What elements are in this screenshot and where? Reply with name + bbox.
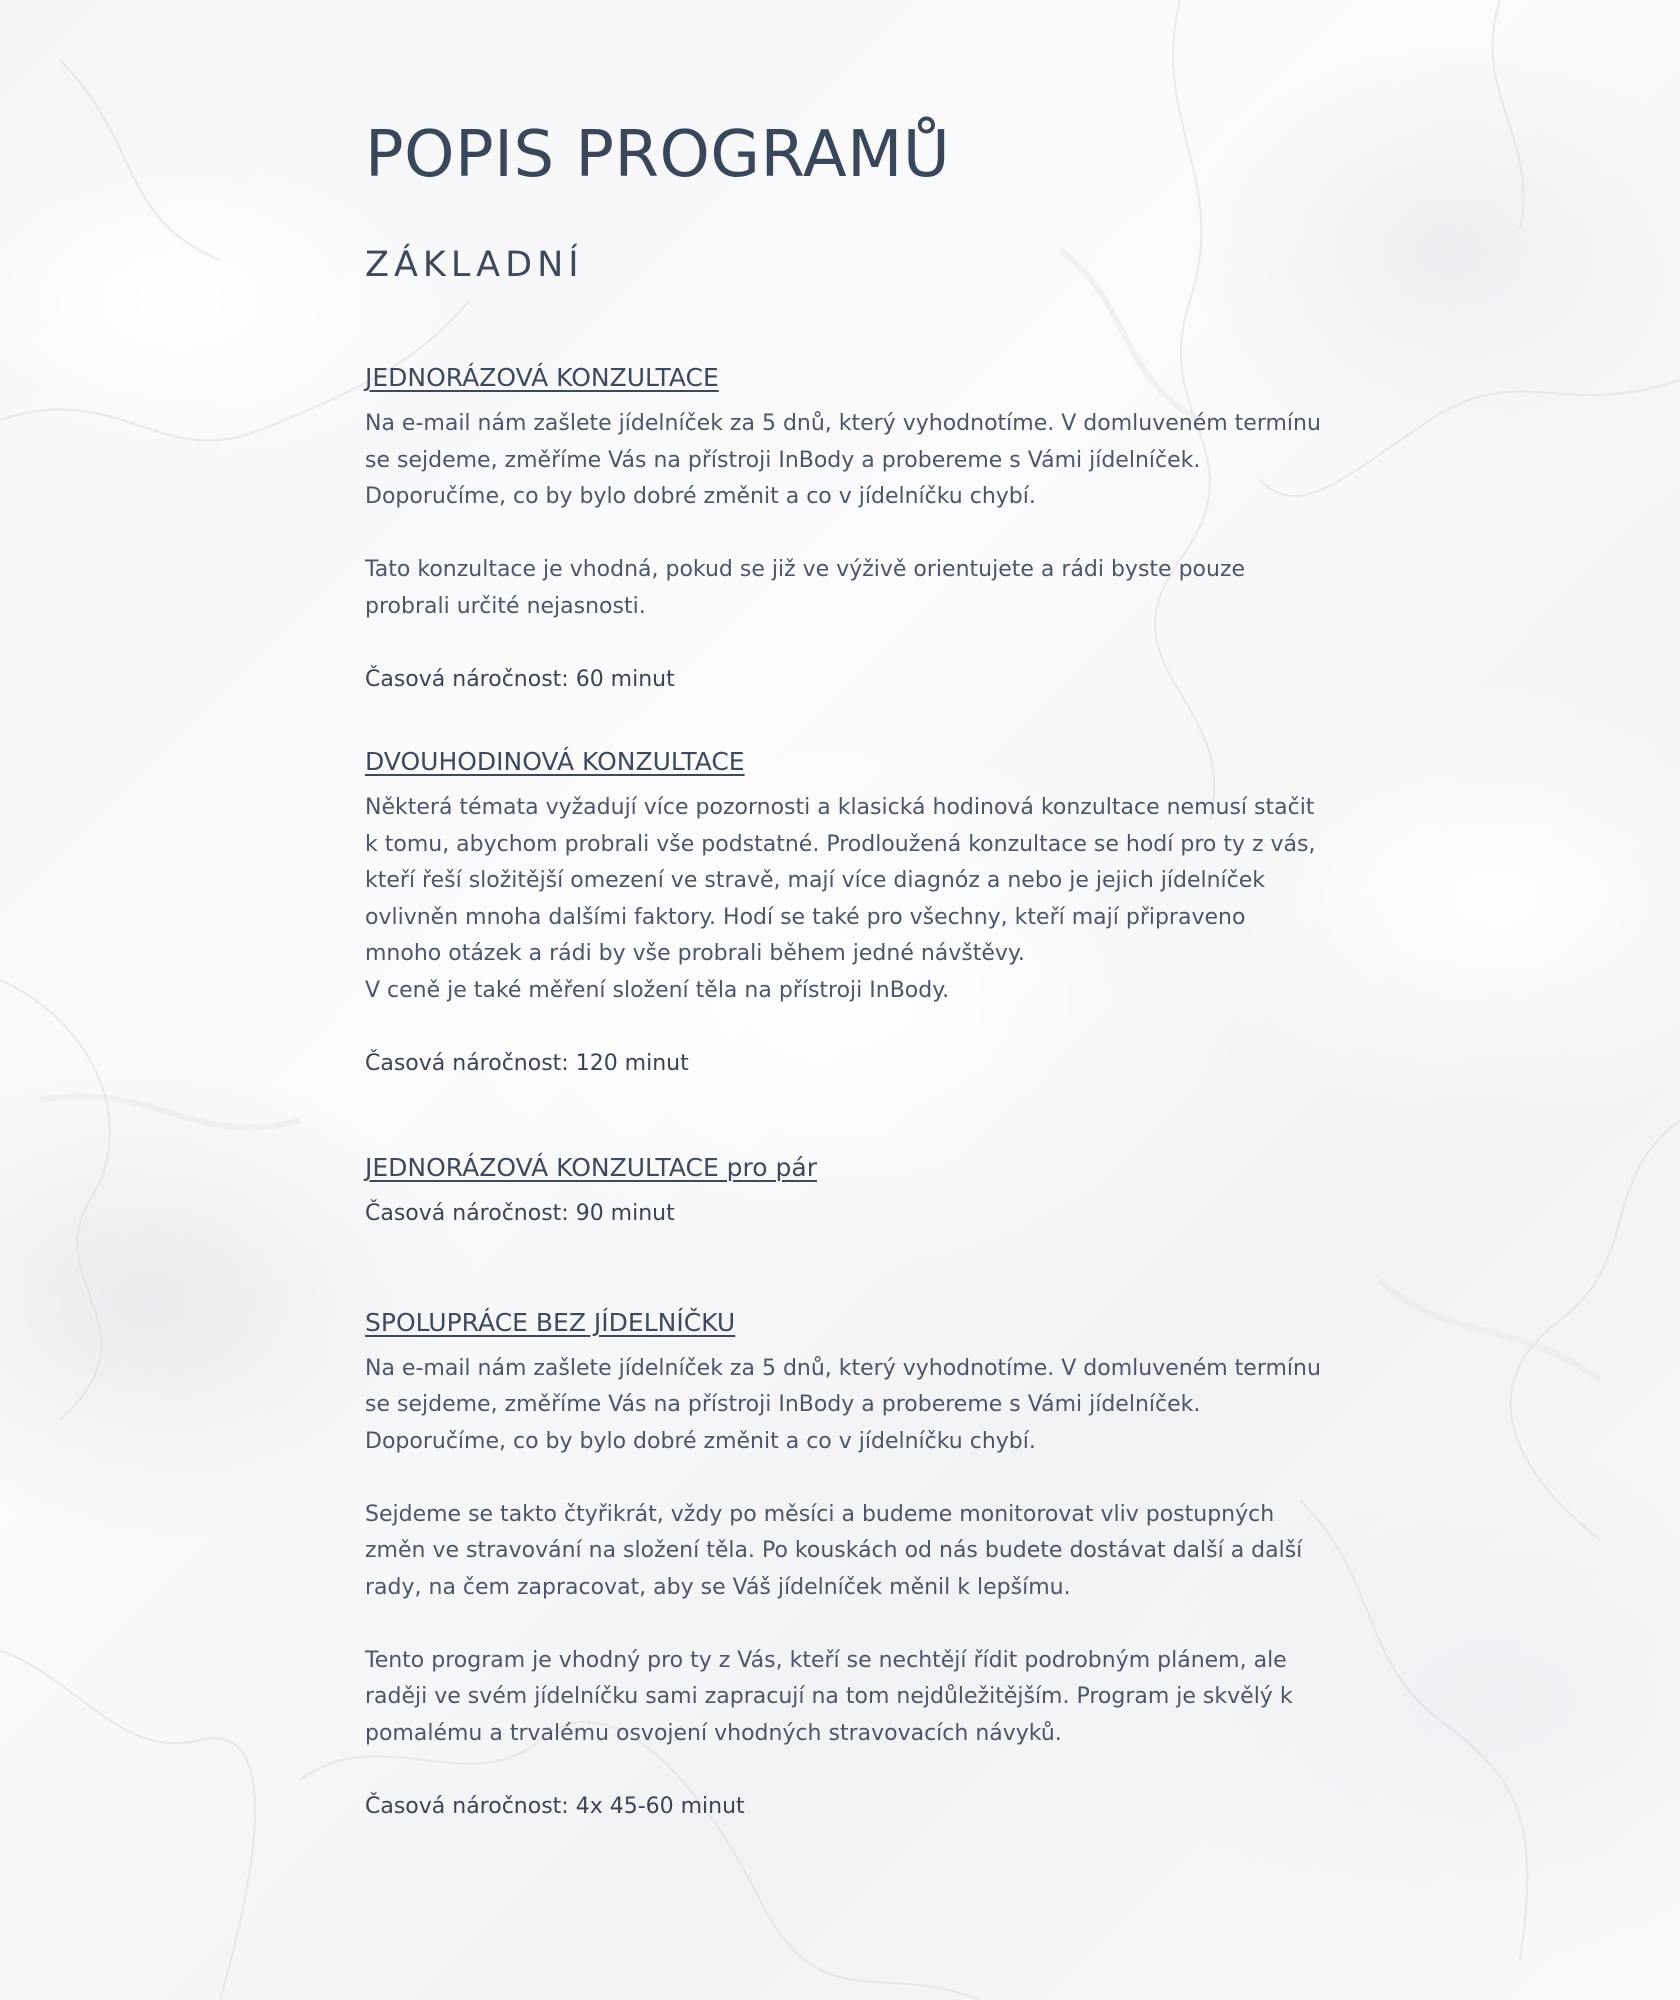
program-title: SPOLUPRÁCE BEZ JÍDELNÍČKU — [365, 1307, 736, 1337]
page-title: POPIS PROGRAMŮ — [365, 118, 951, 192]
program-description: Tato konzultace je vhodná, pokud se již ve výživě orientujete a rádi byste pouze probrali určité nejasnosti. — [365, 557, 1246, 619]
program-description: V ceně je také měření složení těla na přístroji InBody. — [365, 977, 950, 1003]
program-description: Na e-mail nám zašlete jídelníček za 5 dnů, který vyhodnotíme. V domluveném termínu se sejdeme, změříme Vás na přístroji InBody a probereme s Vámi jídelníček. — [365, 1355, 1321, 1417]
program-spoluprace-bez-jidelnicku — [365, 1305, 1325, 1826]
program-description: Tento program je vhodný pro ty z Vás, kteří se nechtějí řídit podrobným plánem, ale raději ve svém jídelníčku sami zapracují na tom nejdůležitějším. Program je skvělý k pomalému a trvalému osvojení vhodných stravovacích návyků. — [365, 1647, 1293, 1746]
program-title: JEDNORÁZOVÁ KONZULTACE pro pár — [365, 1153, 817, 1182]
program-description: Některá témata vyžadují více pozornosti a klasická hodinová konzultace nemusí stačit k tomu, abychom probrali vše podstatné. Prodloužená konzultace se hodí pro ty z vás, kteří řeší složitější omezení ve stravě, mají více diagnóz a nebo je jejich jídelníček ovlivněn mnoha dalšími faktory. Hodí se také pro všechny, kteří mají připraveno mnoho otázek a rádi by vše probrali během jedné návštěvy. — [365, 795, 1316, 966]
program-duration: Časová náročnost: 120 minut — [365, 1050, 689, 1076]
program-description: Sejdeme se takto čtyřikrát, vždy po měsíci a budeme monitorovat vliv postupných změn ve stravování na složení těla. Po kouskách od nás budete dostávat další a další rady, na čem zapracovat, aby se Váš jídelníček měnil k lepšímu. — [365, 1501, 1303, 1600]
program-konzultace-pro-par — [365, 1150, 1325, 1233]
program-jednorazova-konzultace — [365, 360, 1325, 698]
program-dvouhodinova-konzultace — [365, 744, 1325, 1082]
program-duration: Časová náročnost: 90 minut — [365, 1201, 675, 1226]
program-duration: Časová náročnost: 60 minut — [365, 666, 675, 692]
program-title: JEDNORÁZOVÁ KONZULTACE — [365, 363, 719, 392]
section-title: ZÁKLADNÍ — [365, 245, 584, 285]
program-title: DVOUHODINOVÁ KONZULTACE — [365, 747, 745, 776]
program-description: Doporučíme, co by bylo dobré změnit a co v jídelníčku chybí. — [365, 1428, 1036, 1454]
main-content — [365, 110, 1325, 1825]
program-description: Na e-mail nám zašlete jídelníček za 5 dnů, který vyhodnotíme. V domluveném termínu se sejdeme, změříme Vás na přístroji InBody a probereme s Vámi jídelníček. Doporučíme, co by bylo dobré změnit a co v jídelníčku chybí. — [365, 411, 1321, 509]
program-duration: Časová náročnost: 4x 45-60 minut — [365, 1793, 745, 1819]
